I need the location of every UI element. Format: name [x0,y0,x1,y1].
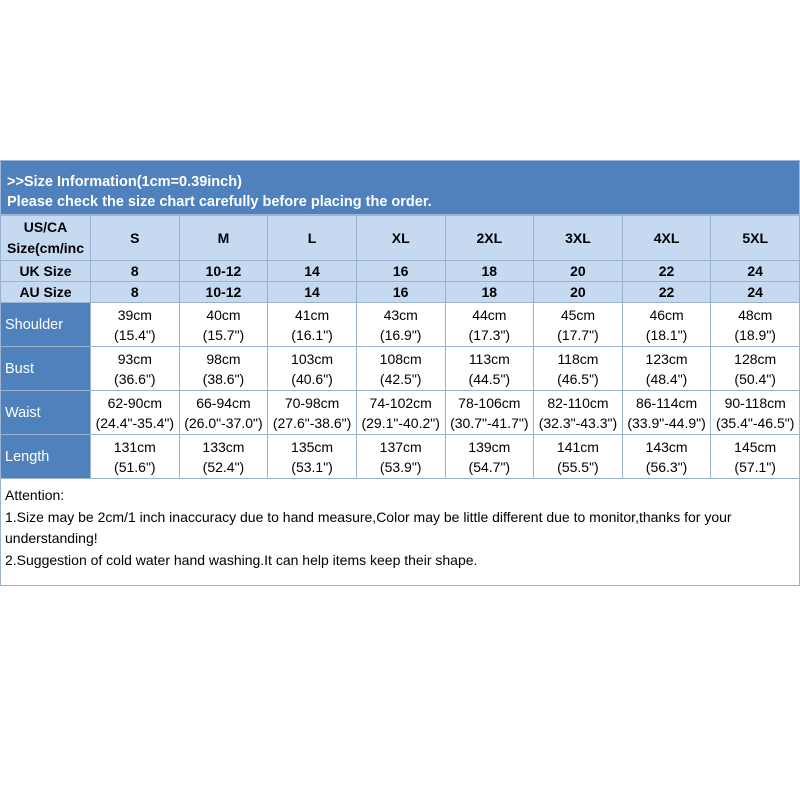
size-cell: 5XL [711,216,800,261]
cm-value: 70-98cm [284,394,340,411]
inch-value: (40.6") [291,370,333,387]
measure-cell [445,347,534,391]
header-row-label [1,216,91,261]
size-cell: 22 [622,261,711,282]
inch-value: (36.6") [114,370,156,387]
banner-title: >>Size Information(1cm=0.39inch) [7,174,242,190]
measure-row [1,303,800,347]
cm-value: 86-114cm [635,394,698,411]
attention-note-1-cont: understanding! [5,530,98,546]
attention-note-1: 1.Size may be 2cm/1 inch inaccuracy due to hand measure,Color may be little different due to monitor,thanks for your [5,508,732,525]
size-cell: 4XL [622,216,711,261]
inch-value: (15.7") [202,326,245,343]
cm-value: 137cm [379,438,422,455]
measure-cell [445,303,534,347]
size-cell: 8 [91,282,180,303]
inch-value: (50.4") [734,370,776,387]
cm-value: 93cm [117,350,152,367]
size-cell: 3XL [534,216,623,261]
measure-row [1,391,800,435]
cm-value: 90-118cm [724,394,786,411]
inch-value: (18.1") [645,326,688,343]
measure-label: Bust [1,347,91,391]
measure-cell [622,391,711,435]
cm-value: 133cm [202,438,245,455]
measure-row [1,347,800,391]
inch-value: (24.4"-35.4") [95,414,175,431]
cm-value: 43cm [383,306,418,323]
inch-value: (38.6") [202,370,245,387]
cm-value: 145cm [734,438,777,455]
cm-value: 135cm [291,438,334,455]
size-cell: 14 [268,282,357,303]
measure-cell [91,303,180,347]
measure-cell [534,391,623,435]
cm-value: 48cm [738,306,773,323]
measure-cell [268,391,357,435]
measure-cell [445,391,534,435]
header-row-label: AU Size [1,282,91,303]
measure-label: Length [1,435,91,479]
inch-value: (17.7") [557,326,599,343]
inch-value: (46.5") [557,370,599,387]
inch-value: (18.9") [734,326,776,343]
header-row-label: UK Size [1,261,91,282]
cm-value: 103cm [291,350,334,367]
inch-value: (48.4") [645,370,688,387]
inch-value: (35.4"-46.5") [715,414,795,431]
inch-value: (15.4") [114,326,156,343]
size-table [0,215,800,479]
measure-cell [445,435,534,479]
inch-value: (27.6"-38.6") [272,414,352,431]
size-cell: 24 [711,282,800,303]
header-row [1,216,800,261]
inch-value: (29.1"-40.2") [361,414,440,431]
inch-value: (32.3"-43.3") [538,414,618,431]
size-cell: XL [356,216,445,261]
inch-value: (42.5") [379,370,422,387]
measure-cell [622,303,711,347]
inch-value: (52.4") [202,458,245,475]
cm-value: 118cm [557,350,599,367]
measure-cell [711,347,800,391]
measure-cell [268,347,357,391]
measure-cell [534,303,623,347]
size-cell: M [179,216,268,261]
size-cell: 10-12 [179,282,268,303]
cm-value: 78-106cm [458,394,521,411]
measure-cell [711,391,800,435]
size-cell: 20 [534,282,623,303]
size-cell: 22 [622,282,711,303]
cm-value: 41cm [294,306,330,323]
size-cell: 16 [356,261,445,282]
size-cell: 24 [711,261,800,282]
size-cell: 16 [356,282,445,303]
cm-value: 39cm [117,306,152,323]
cm-value: 98cm [206,350,241,367]
attention-title: Attention: [5,487,65,503]
size-cell: 18 [445,261,534,282]
size-chart [0,160,800,586]
measure-cell [179,435,268,479]
inch-value: (33.9"-44.9") [627,414,706,431]
size-cell: 20 [534,261,623,282]
measure-row [1,435,800,479]
size-cell: 18 [445,282,534,303]
measure-cell [356,391,445,435]
measure-cell [179,391,268,435]
cm-value: 45cm [560,306,596,323]
measure-cell [268,303,357,347]
inch-value: (16.9") [379,326,422,343]
cm-value: 66-94cm [196,394,251,411]
inch-value: (53.9") [379,458,422,475]
size-cell: S [91,216,180,261]
cm-value: 143cm [645,438,688,455]
measure-cell [622,347,711,391]
measure-cell [622,435,711,479]
cm-value: 46cm [649,306,684,323]
cm-value: 62-90cm [107,394,163,411]
cm-value: 82-110cm [547,394,609,411]
inch-value: (16.1") [291,326,333,343]
inch-value: (51.6") [114,458,156,475]
cm-value: 108cm [379,350,422,367]
measure-cell [179,347,268,391]
header-row [1,282,800,303]
measure-cell [179,303,268,347]
attention-notes [0,479,800,586]
inch-value: (44.5") [468,370,511,387]
inch-value: (53.1") [291,458,333,475]
label-line: US/CA [23,219,68,235]
size-info-banner [0,160,800,215]
measure-cell [356,303,445,347]
measure-label: Shoulder [1,303,91,347]
inch-value: (26.0"-37.0") [184,414,263,431]
label-line: Size(cm/inc [6,240,85,256]
measure-cell [534,347,623,391]
inch-value: (55.5") [557,458,599,475]
size-cell: L [268,216,357,261]
measure-cell [91,435,180,479]
measure-cell [91,347,180,391]
measure-label: Waist [1,391,91,435]
cm-value: 131cm [113,438,156,455]
measure-cell [356,435,445,479]
size-cell: 2XL [445,216,534,261]
measure-cell [534,435,623,479]
cm-value: 74-102cm [369,394,432,411]
size-cell: 14 [268,261,357,282]
attention-note-2: 2.Suggestion of cold water hand washing.It can help items keep their shape. [5,551,478,568]
banner-subtitle: Please check the size chart carefully before placing the order. [7,194,432,210]
inch-value: (56.3") [645,458,688,475]
cm-value: 40cm [206,306,241,323]
cm-value: 44cm [472,306,507,323]
cm-value: 139cm [468,438,511,455]
measure-cell [91,391,180,435]
inch-value: (17.3") [468,326,511,343]
size-cell: 8 [91,261,180,282]
cm-value: 128cm [734,350,777,367]
measure-cell [268,435,357,479]
inch-value: (57.1") [734,458,776,475]
measure-cell [711,303,800,347]
size-cell: 10-12 [179,261,268,282]
measure-cell [356,347,445,391]
cm-value: 123cm [645,350,688,367]
inch-value: (54.7") [468,458,511,475]
inch-value: (30.7"-41.7") [450,414,529,431]
measure-cell [711,435,800,479]
header-row [1,261,800,282]
cm-value: 113cm [468,350,510,367]
cm-value: 141cm [556,438,599,455]
